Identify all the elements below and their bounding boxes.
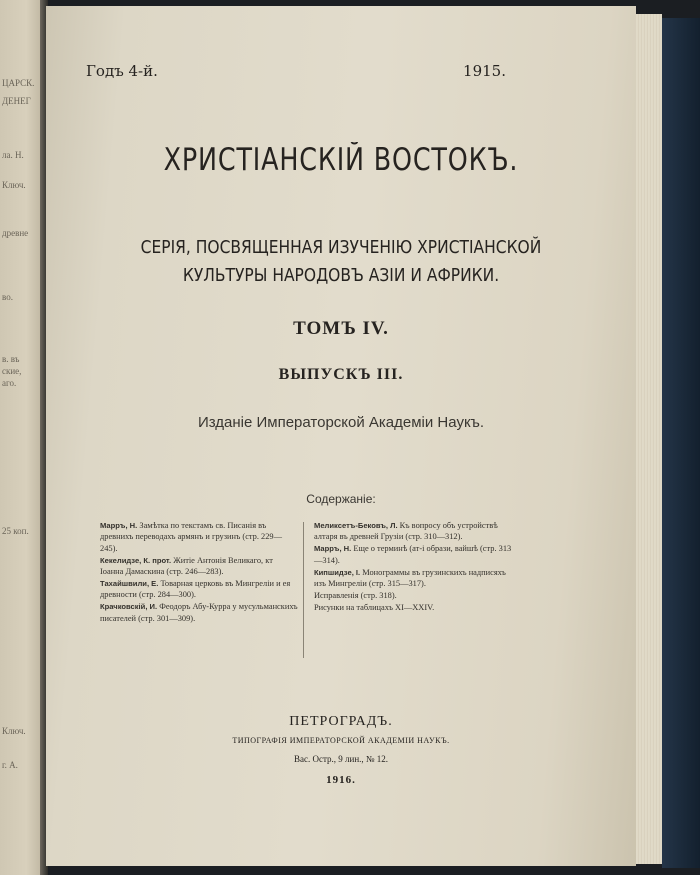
imprint-printer: ТИПОГРАФІЯ ИМПЕРАТОРСКОЙ АКАДЕМІИ НАУКЪ. [232,736,450,745]
contents-entry [100,520,298,554]
entry-text: Замѣтка по текстамъ св. Писанія въ древнихъ переводахъ армянъ и грузинъ (стр. 229—245). [100,521,282,553]
imprint-year: 1916. [326,774,356,786]
previous-page-text: ЦАРСК. [2,78,35,88]
series-line: СЕРІЯ, ПОСВЯЩЕННАЯ ИЗУЧЕНІЮ ХРИСТІАНСКОЙ [140,237,542,258]
imprint-city: ПЕТРОГРАДЪ. [289,714,393,729]
entry-author: Кекелидзе, К. прот. [100,555,172,565]
series-description [87,234,594,290]
entry-author: Крачковскій, И. [100,602,158,612]
entry-text: Исправленія (стр. 318). [314,590,397,600]
contents-entry [100,601,298,624]
entry-author: Кипшидзе, І. [314,567,361,577]
series-line: КУЛЬТУРЫ НАРОДОВЪ АЗІИ И АФРИКИ. [182,265,500,286]
contents-entry [100,555,298,578]
contents-entry [314,543,512,566]
previous-page-fragment [0,0,44,875]
contents-entry [100,578,298,601]
previous-page-text: г. А. [2,760,18,770]
year-value: 1915. [463,62,506,80]
title-page [46,6,636,866]
book-cover [662,18,700,868]
page-edges [634,14,662,864]
issue-number: ВЫПУСКЪ III. [278,366,404,383]
entry-text: Феодоръ Абу-Курра у мусульманскихъ писателей (стр. 301—309). [100,602,298,623]
previous-page-text: ДЕНЕГ [2,96,31,106]
entry-author: Меликсетъ-Бековъ, Л. [314,521,398,530]
contents-entry [314,590,512,601]
entry-author: Марръ, Н. [100,521,138,530]
previous-page-text: 25 коп. [2,526,29,536]
contents-entry [314,602,512,613]
previous-page-text: аго. [2,378,17,388]
contents-divider [303,522,304,658]
entry-text: Монограммы въ грузинскихъ надписяхъ изъ Мингреліи (стр. 315—317). [314,567,506,589]
entry-text: Къ вопросу объ устройствѣ алтаря въ древней Грузіи (стр. 310—312). [314,521,498,542]
journal-title: ХРИСТІАНСКІЙ ВОСТОКЪ. [163,142,519,178]
entry-text: Еще о терминѣ (ат-і образи, вайшѣ (стр. 313—314). [314,544,512,565]
year-label: Годъ 4-й. [86,62,158,80]
volume-number: ТОМЪ IV. [293,318,389,339]
previous-page-text: Ключ. [2,180,26,190]
contents-entry [314,567,512,590]
edition-statement: Изданіе Императорской Академіи Наукъ. [197,414,485,431]
previous-page-text: в. въ [2,354,20,364]
entry-text: Житіе Антонія Великаго, кт Іоанна Дамаскина (стр. 246—283). [100,555,273,577]
contents-column-right [314,520,512,614]
contents-column-left [100,520,298,625]
entry-text: Товарная церковь въ Мингреліи и ея древности (стр. 284—300). [100,579,291,600]
contents-heading: Содержаніе: [306,492,376,506]
previous-page-text: ла. Н. [2,150,24,160]
previous-page-text: ские, [2,366,22,376]
previous-page-text: во. [2,292,13,302]
previous-page-text: древне [2,228,29,238]
entry-text: Рисунки на таблицахъ XI—XXIV. [314,602,435,612]
imprint-address: Вас. Остр., 9 лин., № 12. [294,754,388,764]
previous-page-text: Ключ. [2,726,26,736]
entry-author: Тахайшвили, Е. [100,579,159,589]
contents-entry [314,520,512,543]
entry-author: Марръ, Н. [314,544,352,554]
